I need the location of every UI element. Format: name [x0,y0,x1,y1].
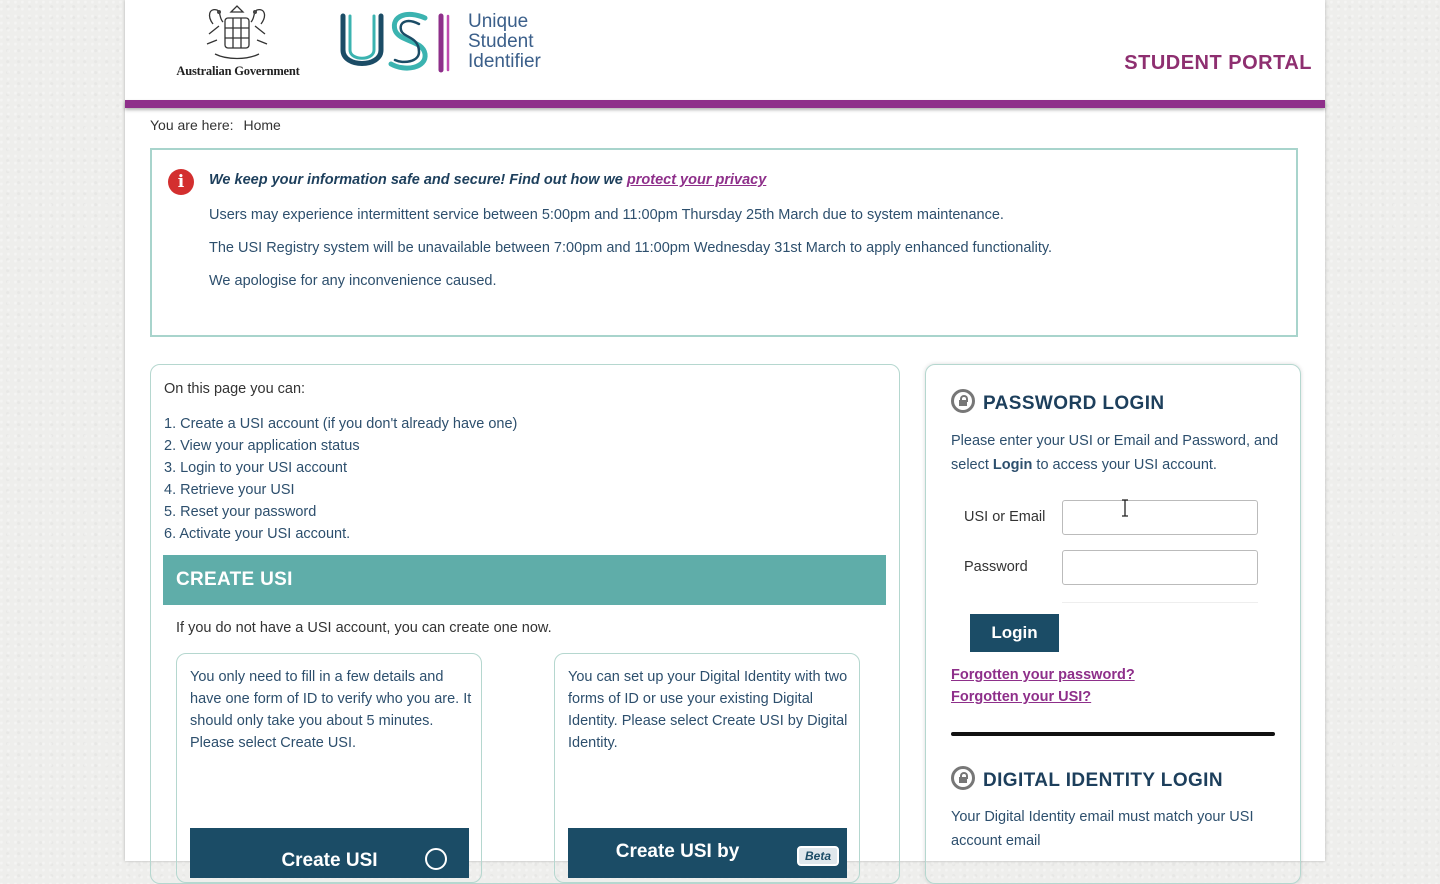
digital-login-description: Your Digital Identity email must match your USI account email [951,809,1254,849]
password-login-heading [951,389,1165,415]
section-divider [951,732,1275,736]
steps-list [164,413,517,545]
create-usi-header [163,555,886,605]
create-usi-digital-button[interactable] [568,828,847,878]
list-item: 1. Create a USI account (if you don't already have one) [164,416,518,432]
create-usi-card-text: You only need to fill in a few details and have one form of ID to verify who you are. It should only take you about 5 minutes. Please select Create USI. [190,669,472,751]
gov-logo-text: Australian Government [176,64,300,78]
header-accent-bar [125,100,1325,108]
usi-line: Student [468,31,534,52]
usi-email-input[interactable] [1062,500,1258,535]
notice-lead-text: We keep your information safe and secure! Find out how we [209,172,623,188]
list-item: 6. Activate your USI account. [164,526,351,542]
digital-identity-card [554,653,860,883]
portal-title: STUDENT PORTAL [1124,52,1312,74]
breadcrumb [150,117,287,133]
password-input[interactable] [1062,550,1258,585]
notice-lead [209,172,766,188]
notice-line: We apologise for any inconvenience caused. [209,273,497,289]
forgot-usi-link[interactable]: Forgotten your USI? [951,689,1092,705]
list-item: 5. Reset your password [164,504,317,520]
beta-badge: Beta [797,846,839,866]
login-desc-bold: Login [992,457,1033,473]
usi-logo-icon[interactable] [337,10,457,76]
info-notice [150,148,1298,337]
list-item: 4. Retrieve your USI [164,482,295,498]
create-usi-button[interactable] [190,828,469,878]
usi-line: Identifier [468,51,541,72]
lock-icon [951,389,975,413]
notice-line: The USI Registry system will be unavailable between 7:00pm and 11:00pm Wednesday 31st March to apply enhanced functionality. [209,240,1053,256]
lock-icon [951,766,975,790]
site-header [125,0,1325,100]
arrow-circle-icon [425,848,447,870]
password-login-title: PASSWORD LOGIN [983,393,1165,414]
page-container [125,0,1325,871]
login-button[interactable]: Login [970,614,1059,652]
usi-logo-text [468,12,541,72]
create-usi-title: CREATE USI [176,569,293,590]
login-desc-post: to access your USI account. [1032,457,1217,473]
breadcrumb-prefix: You are here: [150,117,234,133]
usi-email-label: USI or Email [964,509,1046,525]
breadcrumb-home[interactable]: Home [243,117,281,133]
list-item: 3. Login to your USI account [164,460,347,476]
coat-of-arms-icon [199,4,275,62]
digital-login-title: DIGITAL IDENTITY LOGIN [983,770,1223,791]
notice-line: Users may experience intermittent service between 5:00pm and 11:00pm Thursday 25th March due to system maintenance. [209,207,1004,223]
usi-line: Unique [468,11,529,32]
services-panel [150,364,900,884]
create-usi-button-label: Create USI [281,850,378,871]
intro-text: On this page you can: [164,381,306,397]
create-usi-subtext: If you do not have a USI account, you can create one now. [176,620,552,636]
info-alert-icon: i [168,169,194,195]
text-cursor-icon [1120,499,1130,517]
form-divider [1062,602,1258,603]
privacy-link[interactable]: protect your privacy [626,172,767,188]
password-label: Password [964,559,1028,575]
login-description [951,429,1281,477]
forgot-password-link[interactable]: Forgotten your password? [951,667,1135,683]
create-usi-card [176,653,482,883]
login-desc-pre: Please enter your USI or Email and Password, and select [951,433,1279,473]
digital-login-heading [951,766,1223,792]
list-item: 2. View your application status [164,438,360,454]
australian-government-logo[interactable] [167,4,309,76]
digital-identity-card-text: You can set up your Digital Identity with two forms of ID or use your existing Digital Identity. Please select Create USI by Digital Identity. [568,669,848,751]
create-usi-digital-label: Create USI by [615,841,740,862]
login-panel [925,364,1301,884]
